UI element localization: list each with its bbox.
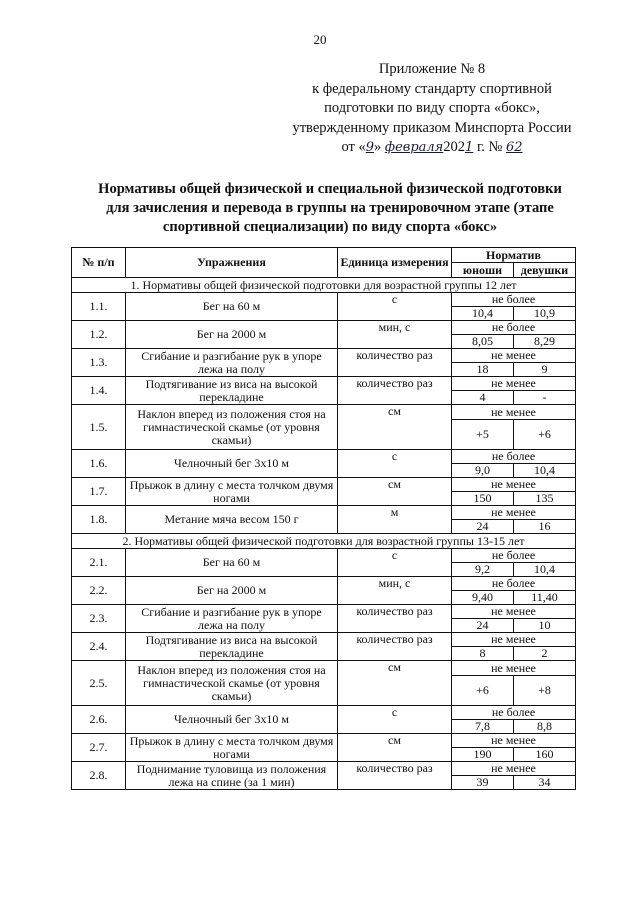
table-row	[72, 349, 576, 363]
section-row	[72, 534, 576, 549]
row-number: 2.6.	[72, 706, 126, 734]
norm-condition: не менее	[452, 605, 576, 619]
value-boys: 10,4	[452, 307, 514, 321]
exercise-name: Челночный бег 3х10 м	[126, 450, 338, 478]
norm-condition: не менее	[452, 734, 576, 748]
handwritten-day: 9	[365, 140, 375, 155]
page-number: 20	[313, 32, 327, 47]
unit-cell: количество раз	[338, 605, 452, 633]
unit-cell: количество раз	[338, 762, 452, 790]
table-row	[72, 450, 576, 464]
header-girls: девушки	[514, 263, 576, 278]
table-row	[72, 377, 576, 391]
appendix-line: к федеральному стандарту спортивной	[312, 80, 552, 97]
header-norm: Норматив	[452, 248, 576, 263]
row-number: 1.4.	[72, 377, 126, 405]
exercise-name: Бег на 60 м	[126, 549, 338, 577]
unit-cell: количество раз	[338, 349, 452, 377]
value-girls: 16	[514, 520, 576, 534]
value-girls: 34	[514, 776, 576, 790]
norm-condition: не менее	[452, 349, 576, 363]
norm-condition: не менее	[452, 762, 576, 776]
row-number: 1.3.	[72, 349, 126, 377]
row-number: 2.8.	[72, 762, 126, 790]
unit-cell: см	[338, 478, 452, 506]
value-girls: 9	[514, 363, 576, 377]
unit-cell: с	[338, 706, 452, 734]
row-number: 1.5.	[72, 405, 126, 450]
row-number: 2.4.	[72, 633, 126, 661]
norm-condition: не менее	[452, 377, 576, 391]
row-number: 1.2.	[72, 321, 126, 349]
unit-cell: см	[338, 661, 452, 706]
norms-table	[71, 247, 576, 790]
norm-condition: не более	[452, 577, 576, 591]
table-row	[72, 577, 576, 591]
unit-cell: с	[338, 549, 452, 577]
exercise-name: Бег на 2000 м	[126, 577, 338, 605]
table-row	[72, 506, 576, 520]
row-number: 2.1.	[72, 549, 126, 577]
norm-condition: не более	[452, 706, 576, 720]
table-row	[72, 293, 576, 307]
header-unit: Единица измерения	[338, 248, 452, 278]
row-number: 2.7.	[72, 734, 126, 762]
exercise-name: Подтягивание из виса на высокой перекладине	[126, 377, 338, 405]
row-number: 1.8.	[72, 506, 126, 534]
exercise-name: Челночный бег 3х10 м	[126, 706, 338, 734]
exercise-name: Прыжок в длину с места толчком двумя ногами	[126, 478, 338, 506]
row-number: 1.7.	[72, 478, 126, 506]
value-girls: 135	[514, 492, 576, 506]
table-header	[72, 248, 576, 278]
year-suffix: г. №	[473, 139, 506, 155]
value-boys: 4	[452, 391, 514, 405]
table-row	[72, 405, 576, 420]
row-number: 1.6.	[72, 450, 126, 478]
unit-cell: мин, с	[338, 321, 452, 349]
norm-condition: не более	[452, 450, 576, 464]
value-boys: 150	[452, 492, 514, 506]
exercise-name: Бег на 60 м	[126, 293, 338, 321]
unit-cell: мин, с	[338, 577, 452, 605]
table-row	[72, 633, 576, 647]
value-girls: 2	[514, 647, 576, 661]
norm-condition: не более	[452, 549, 576, 563]
value-girls: 160	[514, 748, 576, 762]
value-boys: +5	[452, 420, 514, 450]
value-girls: 8,8	[514, 720, 576, 734]
exercise-name: Наклон вперед из положения стоя на гимнастической скамье (от уровня скамьи)	[126, 661, 338, 706]
value-girls: 11,40	[514, 591, 576, 605]
exercise-name: Поднимание туловища из положения лежа на спине (за 1 мин)	[126, 762, 338, 790]
norm-condition: не менее	[452, 633, 576, 647]
value-boys: 7,8	[452, 720, 514, 734]
order-date-line	[282, 138, 582, 158]
value-boys: 190	[452, 748, 514, 762]
unit-cell: количество раз	[338, 633, 452, 661]
value-boys: 9,0	[452, 464, 514, 478]
value-boys: 18	[452, 363, 514, 377]
value-boys: 24	[452, 619, 514, 633]
handwritten-order-number: 62	[505, 140, 523, 155]
exercise-name: Бег на 2000 м	[126, 321, 338, 349]
value-boys: +6	[452, 676, 514, 706]
value-girls: 10	[514, 619, 576, 633]
table-row	[72, 734, 576, 748]
appendix-header	[282, 60, 582, 158]
value-girls: +6	[514, 420, 576, 450]
value-boys: 9,2	[452, 563, 514, 577]
unit-cell: с	[338, 450, 452, 478]
date-mid: »	[374, 139, 385, 155]
norm-condition: не менее	[452, 661, 576, 676]
norm-condition: не менее	[452, 405, 576, 420]
table-body	[72, 278, 576, 790]
value-boys: 24	[452, 520, 514, 534]
value-boys: 39	[452, 776, 514, 790]
row-number: 2.2.	[72, 577, 126, 605]
year-prefix: 202	[443, 139, 466, 155]
norm-condition: не более	[452, 293, 576, 307]
value-girls: 10,4	[514, 464, 576, 478]
table-row	[72, 478, 576, 492]
header-exercise: Упражнения	[126, 248, 338, 278]
header-boys: юноши	[452, 263, 514, 278]
header-num: № п/п	[72, 248, 126, 278]
title-line: спортивной специализации) по виду спорта «бокс»	[162, 219, 498, 235]
value-boys: 8	[452, 647, 514, 661]
table-row	[72, 762, 576, 776]
value-girls: +8	[514, 676, 576, 706]
appendix-line: утвержденному приказом Минспорта России	[292, 119, 572, 136]
appendix-title: Приложение № 8	[378, 61, 486, 77]
value-boys: 9,40	[452, 591, 514, 605]
document-title	[70, 180, 590, 237]
title-line: для зачисления и перевода в группы на тренировочном этапе (этапе	[106, 200, 554, 216]
value-boys: 8,05	[452, 335, 514, 349]
exercise-name: Сгибание и разгибание рук в упоре лежа на полу	[126, 605, 338, 633]
unit-cell: количество раз	[338, 377, 452, 405]
handwritten-year-digit: 1	[465, 140, 474, 155]
exercise-name: Прыжок в длину с места толчком двумя ногами	[126, 734, 338, 762]
date-prefix: от «	[341, 139, 366, 155]
unit-cell: см	[338, 405, 452, 450]
table-row	[72, 706, 576, 720]
table-row	[72, 661, 576, 676]
norm-condition: не менее	[452, 478, 576, 492]
table-row	[72, 549, 576, 563]
row-number: 2.5.	[72, 661, 126, 706]
exercise-name: Сгибание и разгибание рук в упоре лежа на полу	[126, 349, 338, 377]
norm-condition: не менее	[452, 506, 576, 520]
section-title: 1. Нормативы общей физической подготовки для возрастной группы 12 лет	[72, 278, 576, 293]
unit-cell: м	[338, 506, 452, 534]
table-row	[72, 321, 576, 335]
section-title: 2. Нормативы общей физической подготовки для возрастной группы 13-15 лет	[72, 534, 576, 549]
row-number: 1.1.	[72, 293, 126, 321]
value-girls: 10,4	[514, 563, 576, 577]
handwritten-month: февраля	[384, 140, 444, 155]
value-girls: -	[514, 391, 576, 405]
section-row	[72, 278, 576, 293]
value-girls: 8,29	[514, 335, 576, 349]
row-number: 2.3.	[72, 605, 126, 633]
unit-cell: см	[338, 734, 452, 762]
value-girls: 10,9	[514, 307, 576, 321]
exercise-name: Наклон вперед из положения стоя на гимнастической скамье (от уровня скамьи)	[126, 405, 338, 450]
title-line: Нормативы общей физической и специальной физической подготовки	[98, 181, 562, 197]
norm-condition: не более	[452, 321, 576, 335]
exercise-name: Метание мяча весом 150 г	[126, 506, 338, 534]
unit-cell: с	[338, 293, 452, 321]
exercise-name: Подтягивание из виса на высокой перекладине	[126, 633, 338, 661]
appendix-line: подготовки по виду спорта «бокс»,	[324, 100, 540, 116]
table-row	[72, 605, 576, 619]
